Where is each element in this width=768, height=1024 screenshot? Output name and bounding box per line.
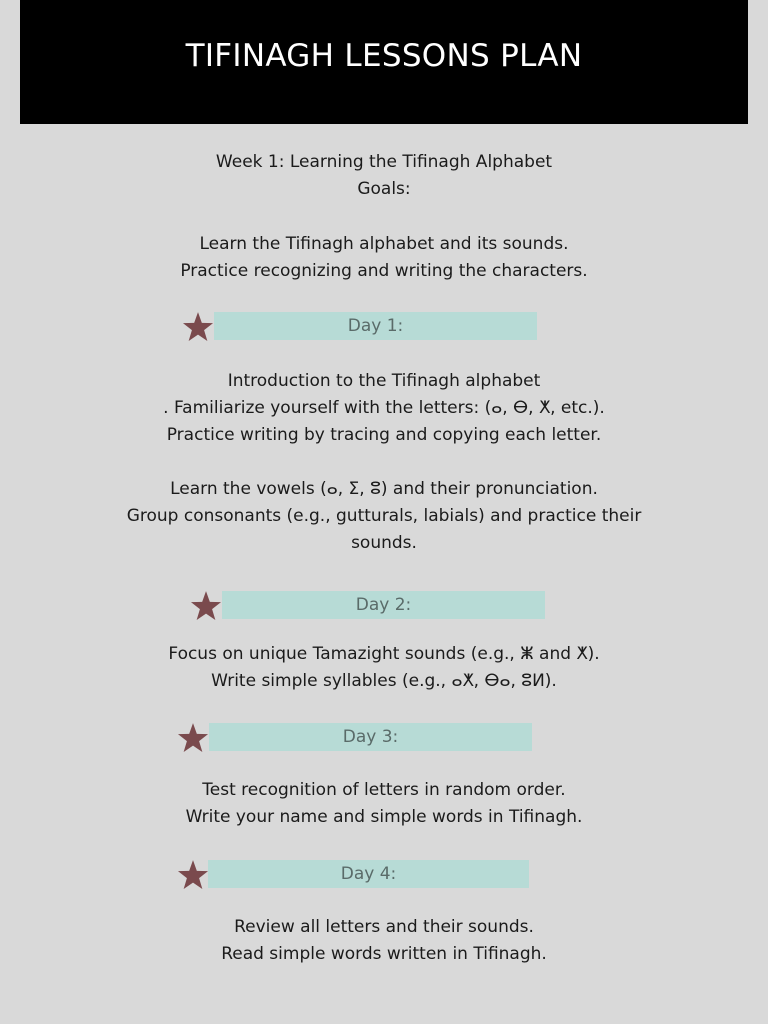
intro-section	[0, 149, 768, 203]
day-1-header	[181, 312, 537, 342]
day-3-content	[0, 777, 768, 831]
day-3-header	[176, 723, 532, 753]
lesson-line: . Familiarize yourself with the letters: (ⴰ, ⴱ, ⵅ, etc.).	[163, 398, 605, 418]
page-title: TIFINAGH LESSONS PLAN	[185, 38, 583, 74]
goal-item: Practice recognizing and writing the characters.	[180, 261, 588, 281]
star-icon	[176, 858, 210, 892]
lesson-line: Review all letters and their sounds.	[234, 917, 534, 937]
lesson-line: Read simple words written in Tifinagh.	[221, 944, 547, 964]
lesson-line: Learn the vowels (ⴰ, ⵉ, ⵓ) and their pronunciation.	[170, 479, 598, 499]
day-3-label: Day 3:	[209, 723, 532, 751]
day-2-label: Day 2:	[222, 591, 545, 619]
lesson-line: Write simple syllables (e.g., ⴰⵅ, ⴱⴰ, ⵓⵍ).	[211, 671, 557, 691]
goals-label: Goals:	[357, 179, 411, 199]
star-icon	[181, 310, 215, 344]
lesson-line: Test recognition of letters in random order.	[202, 780, 566, 800]
lesson-line: Write your name and simple words in Tifinagh.	[185, 807, 583, 827]
lesson-line: Introduction to the Tifinagh alphabet	[227, 371, 541, 391]
goal-item: Learn the Tifinagh alphabet and its sounds.	[199, 234, 569, 254]
day-4-label: Day 4:	[208, 860, 529, 888]
day-2-content	[0, 641, 768, 695]
week-title: Week 1: Learning the Tifinagh Alphabet	[215, 152, 553, 172]
header-banner	[20, 0, 748, 124]
lesson-line: Focus on unique Tamazight sounds (e.g., ⵥ and ⵅ).	[168, 644, 600, 664]
goals-section	[0, 231, 768, 285]
day-2-header	[189, 591, 545, 621]
day-1-content	[0, 368, 768, 557]
lesson-line: sounds.	[351, 533, 417, 553]
lesson-line: Group consonants (e.g., gutturals, labials) and practice their	[126, 506, 642, 526]
lesson-line: Practice writing by tracing and copying each letter.	[166, 425, 602, 445]
star-icon	[189, 589, 223, 623]
day-4-header	[176, 860, 529, 890]
day-1-label: Day 1:	[214, 312, 537, 340]
lesson-line	[0, 449, 768, 476]
day-4-content	[0, 914, 768, 968]
star-icon	[176, 721, 210, 755]
